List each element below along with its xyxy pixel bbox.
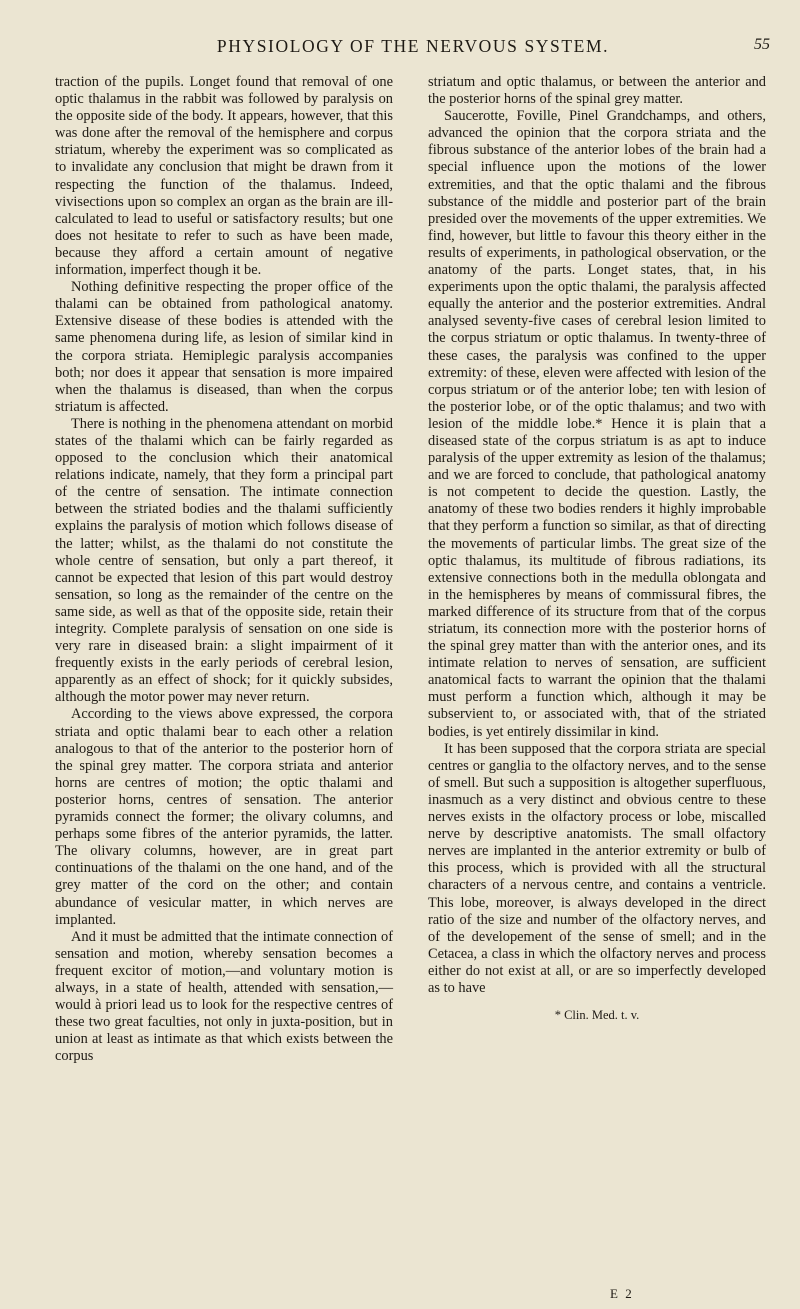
paragraph: And it must be admitted that the intimate connection of sensation and motion, whereby sensation becomes a frequent excitor of motion,—and voluntary motion is always, in a state of health, attended with sensation,—would à priori lead us to look for the respective centres of these two great faculties, not only in juxta-position, but in union at least as intimate as that which exists between the corpus: [55, 928, 393, 1065]
paragraph: Nothing definitive respecting the proper office of the thalami can be obtained from pathological anatomy. Extensive disease of these bodies is attended with the same phenomena during life, as lesion of similar kind in the corpora striata. Hemiplegic paralysis accompanies both; nor does it appear that sensation is more impaired when the thalamus is diseased, than when the corpus striatum is affected.: [55, 279, 393, 415]
signature-mark: E 2: [610, 1286, 634, 1301]
right-column: [428, 74, 766, 1024]
page-header: [56, 36, 770, 62]
paragraph: It has been supposed that the corpora striata are special centres or ganglia to the olfactory nerves, and to the sense of smell. But such a supposition is altogether superfluous, inasmuch as a very distinct and obvious centre to these nerves exists in the olfactory process or lobe, miscalled nerve by descriptive anatomists. The small olfactory nerves are implanted in the anterior extremity or bulb of this process, which is provided with all the structural characters of a nervous centre, and contains a ventricle. This lobe, moreover, is always developed in the direct ratio of the size and number of the olfactory nerves, and of the developement of the sense of smell; and in the Cetacea, a class in which the olfactory nerves and process either do not exist at all, or are so imperfectly developed as to have: [428, 740, 766, 996]
page-number: 55: [754, 36, 770, 53]
left-column: [55, 74, 393, 1065]
paragraph: According to the views above expressed, the corpora striata and optic thalami bear to each other a relation analogous to that of the anterior to the posterior horn of the spinal grey matter. The corpora striata and anterior horns are centres of motion; the optic thalami and posterior horns, centres of sensation. The anterior pyramids connect the former; the olivary columns, and perhaps some fibres of the anterior pyramids, the latter. The olivary columns, however, are in great part continuations of the thalami on the one hand, and of the grey matter of the cord on the other; and contain abundance of vesicular matter, in which nerves are implanted.: [55, 706, 393, 928]
running-title: PHYSIOLOGY OF THE NERVOUS SYSTEM.: [216, 36, 610, 56]
paragraph: There is nothing in the phenomena attendant on morbid states of the thalami which can be fairly regarded as opposed to the conclusion which their anatomical relations indicate, namely, that they form a principal part of the centre of sensation. The intimate connection between the striated bodies and the thalami sufficiently explains the paralysis of motion which follows disease of the latter; whilst, as the thalami do not constitute the whole centre of sensation, but only a part thereof, it cannot be expected that lesion of this part would destroy sensation, so long as the remainder of the centre on the same side, as well as that of the opposite side, retain their integrity. Complete paralysis of sensation on one side is very rare in diseased brain: a slight impairment of it frequently exists in the early periods of cerebral lesion, apparently as an effect of shock; for it quickly subsides, although the motor power may never return.: [55, 415, 393, 706]
footnote: * Clin. Med. t. v.: [554, 1008, 640, 1023]
paragraph: traction of the pupils. Longet found that removal of one optic thalamus in the rabbit was followed by paralysis on the opposite side of the body. It appears, however, that this was done after the removal of the hemisphere and corpus striatum, whereby the experiment was so complicated as to invalidate any conclusion that might be drawn from it respecting the function of the thalamus. Indeed, vivisections upon so complex an organ as the brain are ill-calculated to lead to useful or satisfactory results; but one does not hesitate to refer to such as have been made, because they afford a certain amount of negative information, imperfect though it be.: [55, 74, 393, 279]
paragraph: Saucerotte, Foville, Pinel Grandchamps, and others, advanced the opinion that the corpora striata and the fibrous substance of the anterior lobes of the brain had a special influence upon the motions of the lower extremities, and that the optic thalami and the fibrous substance of the middle and posterior part of the brain presided over the movements of the upper extremities. We find, however, but little to favour this theory either in the results of experiments, in pathological observation, or the anatomy of the parts. Longet states, that, in his experiments upon the optic thalami, the paralysis affected equally the anterior and the posterior extremities. Andral analysed seventy-five cases of cerebral lesion limited to the corpus striatum or optic thalamus. In twenty-three of these cases, the paralysis was confined to the upper extremity: of these, eleven were affected with lesion of the corpus striatum or of the anterior lobe; ten with lesion of the posterior lobe, or of the optic thalamus; and two with lesion of the middle lobe.* Hence it is plain that a diseased state of the corpus striatum is as apt to induce paralysis of the upper extremity as lesion of the thalamus; and we are forced to conclude, that pathological anatomy is not competent to decide the question. Lastly, the anatomy of these two bodies renders it highly improbable that they perform a function so similar, as that of directing the movements of particular limbs. The great size of the optic thalamus, its multitude of fibrous radiations, its extensive connections both in the medulla oblongata and in the hemispheres by means of commissural fibres, the marked difference of its structure from that of the corpus striatum, its connection more with the posterior horns of the spinal grey matter than with the anterior ones, and its intimate relation to nerves of sensation, are sufficient anatomical facts to warrant the opinion that the thalami must perform a function which, although it may be subservient to, or associated with, that of the striated bodies, is yet entirely dissimilar in kind.: [428, 108, 766, 740]
paragraph: striatum and optic thalamus, or between the anterior and the posterior horns of the spinal grey matter.: [428, 74, 766, 108]
